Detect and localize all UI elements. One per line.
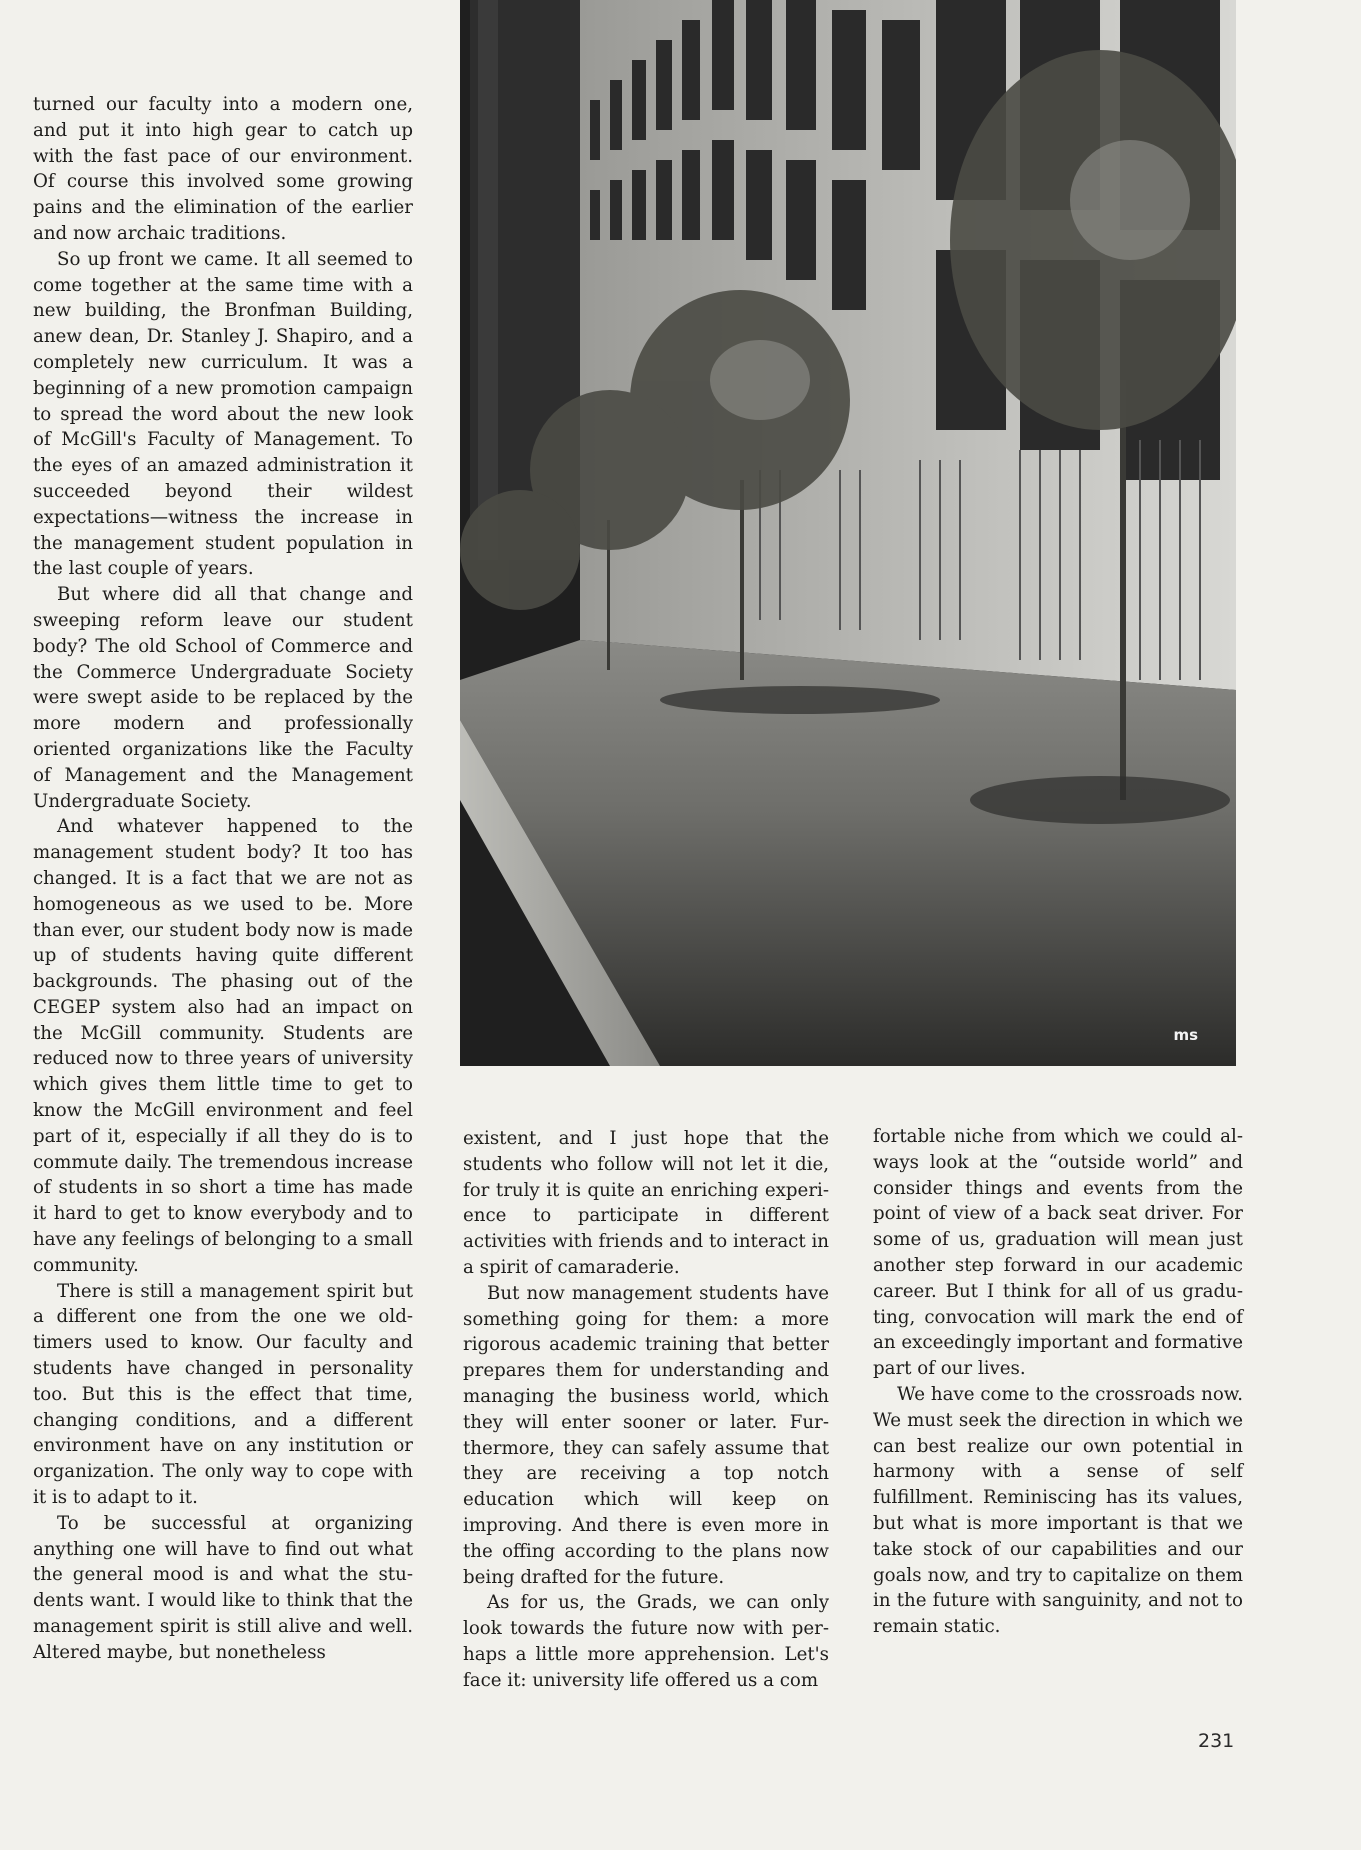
bronfman-building-photo xyxy=(460,0,1236,1066)
paragraph: turned our faculty into a modern one, and put it into high gear to catch up with the fast pace of our environment. Of course this involved some growing pains and the elimination of the earlier and now archaic traditions. xyxy=(33,94,413,244)
paragraph: As for us, the Grads, we can only look towards the future now with perhaps a little more apprehension. Let's face it: university life offered us a com xyxy=(463,1592,829,1691)
paragraph: To be successful at organizing anything one will have to find out what the general mood is and what the students want. I would like to think that the management spirit is still alive and well. Altered maybe, but nonetheless xyxy=(33,1512,413,1663)
photo-credit: ms xyxy=(1173,1026,1198,1044)
photo-illustration xyxy=(460,0,1236,1066)
paragraph: But now management students have something going for them: a more rigorous academic training that better prepares them for understanding and managing the business world, which they will enter sooner or later. Furthermore, they can safely assume that they are receiving a top notch education which will keep on improving. And there is even more in the offing according to the plans now being drafted for the future. xyxy=(463,1282,829,1588)
article-column-3 xyxy=(873,1124,1243,1640)
paragraph: So up front we came. It all seemed to come together at the same time with a new building, the Bronfman Building, anew dean, Dr. Stanley J. Shapiro, and a completely new curriculum. It was a beginning of a new promotion campaign to spread the word about the new look of McGill's Faculty of Management. To the eyes of an amazed administration it succeeded beyond their wildest expectations—witness the increase in the management student population in the last couple of years. xyxy=(33,248,413,580)
paragraph: But where did all that change and sweeping reform leave our student body? The old School of Commerce and the Commerce Undergraduate Society were swept aside to be replaced by the more modern and professionally oriented organizations like the Faculty of Management and the Management Undergraduate Society. xyxy=(33,584,413,812)
paragraph: fortable niche from which we could always look at the “outside world” and consider things and events from the point of view of a back seat driver. For some of us, graduation will mean just another step forward in our academic career. But I think for all of us graduting, convocation will mark the end of an exceedingly important and formative part of our lives. xyxy=(873,1126,1243,1380)
article-column-1 xyxy=(33,92,413,1666)
article-column-2 xyxy=(463,1126,829,1694)
paragraph: And whatever happened to the management student body? It too has changed. It is a fact that we are not as homogeneous as we used to be. More than ever, our student body now is made up of students having quite different backgrounds. The phasing out of the CEGEP system also had an impact on the McGill community. Students are reduced now to three years of university which gives them little time to get to know the McGill environment and feel part of it, especially if all they do is to commute daily. The tremendous increase of students in so short a time has made it hard to get to know everybody and to have any feelings of belonging to a small community. xyxy=(33,816,413,1276)
page-number: 231 xyxy=(1198,1730,1235,1752)
paragraph: There is still a management spirit but a different one from the one we oldtimers used to know. Our faculty and students have changed in personality too. But this is the effect that time, changing conditions, and a different environment have on any institution or organization. The only way to cope with it is to adapt to it. xyxy=(33,1280,413,1509)
paragraph: We have come to the crossroads now. We must seek the direction in which we can best realize our own potential in harmony with a sense of self fulfillment. Reminiscing has its values, but what is more important is that we take stock of our capabilities and our goals now, and try to capitalize on them in the future with sanguinity, and not to remain static. xyxy=(873,1383,1243,1638)
paragraph: existent, and I just hope that the students who follow will not let it die, for truly it is quite an enriching experience to participate in different activities with friends and to interact in a spirit of camaraderie. xyxy=(463,1128,829,1278)
